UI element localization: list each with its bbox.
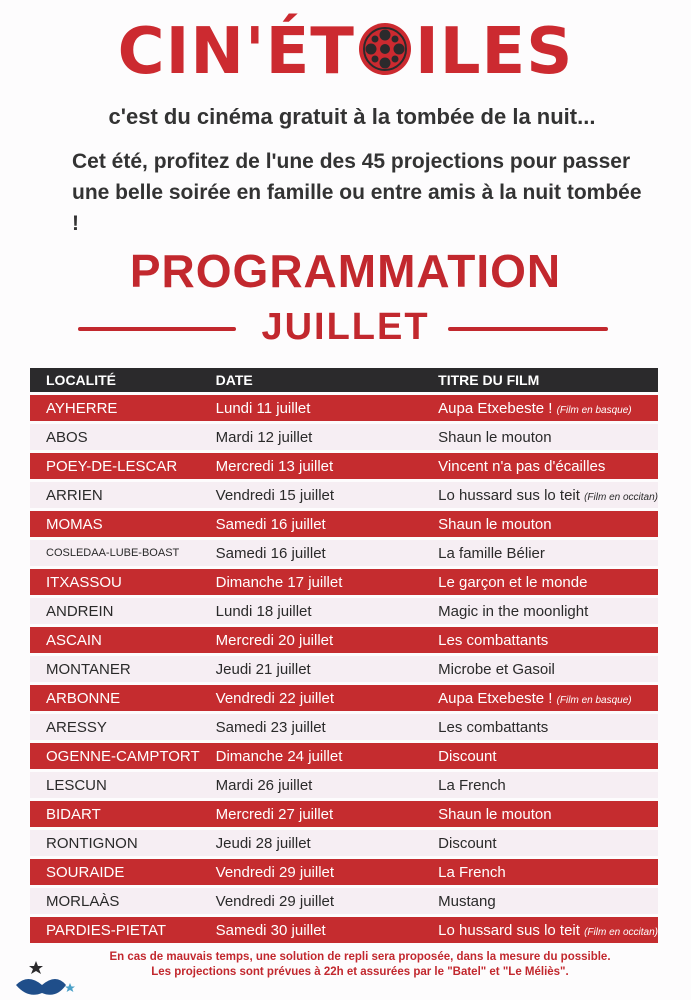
film-title: Shaun le mouton xyxy=(438,805,552,823)
cell-date: Mardi 12 juillet xyxy=(200,424,423,450)
film-reel-icon xyxy=(357,21,413,77)
cell-date: Samedi 16 juillet xyxy=(200,511,423,537)
table-row xyxy=(30,714,658,740)
film-title: Le garçon et le monde xyxy=(438,573,588,591)
table-row xyxy=(30,830,658,856)
table-row xyxy=(30,743,658,769)
film-title: Aupa Etxebeste ! xyxy=(438,689,553,707)
cell-titre xyxy=(422,482,658,508)
month-label: JUILLET xyxy=(261,306,430,348)
cell-localite: ABOS xyxy=(30,424,200,450)
cell-titre xyxy=(422,714,658,740)
cell-titre xyxy=(422,569,658,595)
cell-localite: ARBONNE xyxy=(30,685,200,711)
cell-date: Samedi 30 juillet xyxy=(200,917,423,943)
film-title: Magic in the moonlight xyxy=(438,602,589,620)
tagline: c'est du cinéma gratuit à la tombée de la nuit... xyxy=(108,104,596,129)
cell-date: Vendredi 29 juillet xyxy=(200,888,423,914)
cell-titre xyxy=(422,627,658,653)
film-title: Microbe et Gasoil xyxy=(438,660,555,678)
film-title: Aupa Etxebeste ! xyxy=(438,399,553,417)
cell-date: Mercredi 13 juillet xyxy=(200,453,423,479)
film-title: Mustang xyxy=(438,892,496,910)
screening-table xyxy=(30,365,658,946)
col-date: DATE xyxy=(200,368,423,392)
cell-date: Jeudi 28 juillet xyxy=(200,830,423,856)
table-row xyxy=(30,656,658,682)
cell-titre xyxy=(422,743,658,769)
cell-titre xyxy=(422,453,658,479)
cell-titre xyxy=(422,511,658,537)
cell-localite: RONTIGNON xyxy=(30,830,200,856)
film-title: Discount xyxy=(438,747,497,765)
col-titre: TITRE DU FILM xyxy=(422,368,658,392)
cell-date: Lundi 11 juillet xyxy=(200,395,423,421)
cell-date: Mercredi 27 juillet xyxy=(200,801,423,827)
cell-date: Vendredi 29 juillet xyxy=(200,859,423,885)
cell-localite: MORLAÀS xyxy=(30,888,200,914)
cell-localite: COSLEDAA-LUBE-BOAST xyxy=(30,540,200,566)
cell-date: Vendredi 15 juillet xyxy=(200,482,423,508)
cell-titre xyxy=(422,656,658,682)
film-title: Lo hussard sus lo teit xyxy=(438,486,580,504)
cell-localite: SOURAIDE xyxy=(30,859,200,885)
cell-titre xyxy=(422,830,658,856)
cell-titre xyxy=(422,598,658,624)
cell-date: Samedi 16 juillet xyxy=(200,540,423,566)
cell-localite: MOMAS xyxy=(30,511,200,537)
table-row xyxy=(30,598,658,624)
cell-date: Vendredi 22 juillet xyxy=(200,685,423,711)
cell-titre xyxy=(422,859,658,885)
programmation-heading: PROGRAMMATION xyxy=(129,245,562,297)
cell-date: Dimanche 24 juillet xyxy=(200,743,423,769)
film-language-note: (Film en occitan) xyxy=(584,491,658,503)
cell-titre xyxy=(422,540,658,566)
table-row xyxy=(30,569,658,595)
cell-titre xyxy=(422,424,658,450)
cell-date: Jeudi 21 juillet xyxy=(200,656,423,682)
table-row xyxy=(30,801,658,827)
table-row xyxy=(30,511,658,537)
star-bird-logo-icon xyxy=(8,955,78,1000)
film-title: La French xyxy=(438,776,506,794)
table-row xyxy=(30,917,658,943)
film-title: Les combattants xyxy=(438,718,549,736)
table-row xyxy=(30,859,658,885)
cell-titre xyxy=(422,888,658,914)
table-row xyxy=(30,772,658,798)
cell-localite: ITXASSOU xyxy=(30,569,200,595)
footer-note xyxy=(60,950,660,980)
footer-line-1: En cas de mauvais temps, une solution de repli sera proposée, dans la mesure du possible. xyxy=(109,951,611,963)
table-row xyxy=(30,453,658,479)
film-title: Lo hussard sus lo teit xyxy=(438,921,580,939)
cell-localite: LESCUN xyxy=(30,772,200,798)
table-row xyxy=(30,685,658,711)
month-banner xyxy=(0,306,691,350)
film-title: Les combattants xyxy=(438,631,549,649)
film-title: Shaun le mouton xyxy=(438,428,552,446)
cell-titre xyxy=(422,685,658,711)
cell-localite: MONTANER xyxy=(30,656,200,682)
table-row xyxy=(30,395,658,421)
cell-date: Dimanche 17 juillet xyxy=(200,569,423,595)
cell-date: Mardi 26 juillet xyxy=(200,772,423,798)
title-right: ILES xyxy=(414,15,574,89)
cell-date: Samedi 23 juillet xyxy=(200,714,423,740)
cell-titre xyxy=(422,917,658,943)
cell-localite: OGENNE-CAMPTORT xyxy=(30,743,200,769)
footer-line-2: Les projections sont prévues à 22h et assurées par le "Batel" et "Le Méliès". xyxy=(151,966,569,978)
cell-titre xyxy=(422,801,658,827)
right-divider xyxy=(448,327,608,331)
intro-paragraph: Cet été, profitez de l'une des 45 projections pour passer une belle soirée en famille ou entre amis à la nuit tombée ! xyxy=(72,150,642,235)
film-language-note: (Film en basque) xyxy=(556,404,632,416)
cell-localite: POEY-DE-LESCAR xyxy=(30,453,200,479)
cell-titre xyxy=(422,772,658,798)
table-row xyxy=(30,424,658,450)
cell-titre xyxy=(422,395,658,421)
table-row xyxy=(30,540,658,566)
title-left: CIN'ÉT xyxy=(117,15,355,89)
cell-localite: ANDREIN xyxy=(30,598,200,624)
cell-localite: ARESSY xyxy=(30,714,200,740)
table-row xyxy=(30,627,658,653)
film-title: Shaun le mouton xyxy=(438,515,552,533)
poster-title xyxy=(0,12,691,92)
cell-date: Mercredi 20 juillet xyxy=(200,627,423,653)
cell-localite: ASCAIN xyxy=(30,627,200,653)
film-title: La famille Bélier xyxy=(438,544,545,562)
cell-localite: AYHERRE xyxy=(30,395,200,421)
film-language-note: (Film en basque) xyxy=(556,694,632,706)
cell-localite: PARDIES-PIETAT xyxy=(30,917,200,943)
film-title: La French xyxy=(438,863,506,881)
cell-date: Lundi 18 juillet xyxy=(200,598,423,624)
film-title: Discount xyxy=(438,834,497,852)
col-localite: LOCALITÉ xyxy=(30,368,200,392)
film-title: Vincent n'a pas d'écailles xyxy=(438,457,606,475)
cell-localite: ARRIEN xyxy=(30,482,200,508)
cell-localite: BIDART xyxy=(30,801,200,827)
table-row xyxy=(30,482,658,508)
film-language-note: (Film en occitan) xyxy=(584,926,658,938)
table-header-row xyxy=(30,368,658,392)
table-row xyxy=(30,888,658,914)
